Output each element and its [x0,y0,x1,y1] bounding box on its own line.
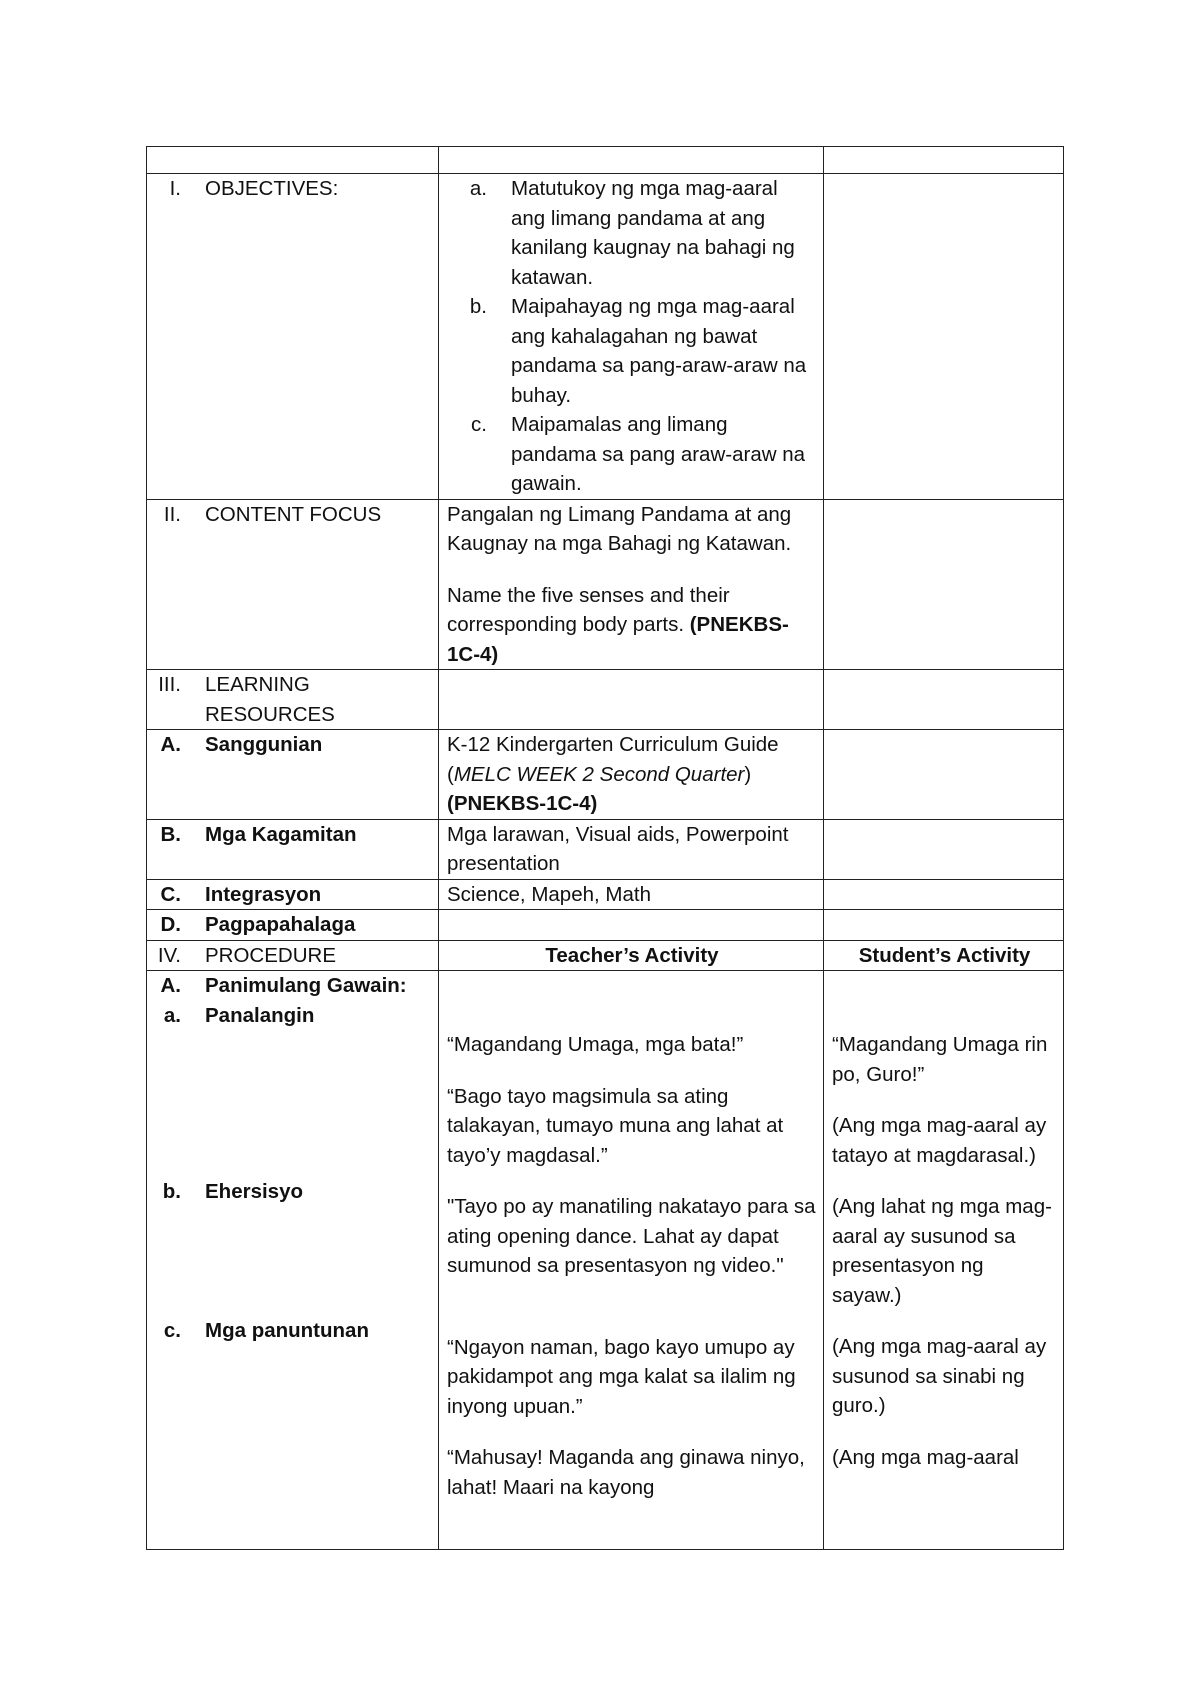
list-item: c. Maipamalas ang limang pandama sa pang araw-araw na gawain. [471,413,806,495]
kagamitan-text: Mga larawan, Visual aids, Powerpoint presentation [447,822,789,875]
student-activity-header: Student’s Activity [824,940,1064,971]
section-number: B. [160,822,181,846]
section-number: A. [160,974,181,997]
kagamitan-label: Mga Kagamitan [205,822,357,846]
procedure-label: PROCEDURE [205,943,336,967]
section-number: D. [160,913,181,936]
learning-resources-label: LEARNING RESOURCES [205,673,335,726]
section-number: I. [169,177,181,200]
integrasyon-text: Science, Mapeh, Math [447,882,651,906]
table-header-row [147,147,1064,174]
section-number: A. [160,733,181,756]
pagpapahalaga-row [147,910,1064,941]
panimula-label: Panimulang Gawain: [205,974,407,997]
sanggunian-row [147,730,1064,820]
teacher-activity-header: Teacher’s Activity [439,940,824,971]
list-item: a. Matutukoy ng mga mag-aaral ang limang pandama at ang kanilang kaugnay na bahagi ng katawan. [469,177,795,289]
section-number: IV. [157,943,181,967]
student-line: (Ang mga mag-aaral ay tatayo at magdarasal.) [832,1114,1047,1167]
lesson-plan-table [146,146,1064,1550]
teacher-line: “Mahusay! Maganda ang ginawa ninyo, lahat! Maari na kayong [447,1446,805,1499]
sanggunian-label: Sanggunian [205,733,323,756]
panalangin-label: Panalangin [205,1003,315,1027]
student-line: (Ang lahat ng mga mag-aaral ay susunod sa presentasyon ng sayaw.) [832,1195,1052,1307]
panimula-row [147,971,1064,1550]
panuntunan-label: Mga panuntunan [205,1318,369,1342]
sub-number: c. [163,1318,181,1342]
objectives-list [447,174,817,499]
student-line: (Ang mga mag-aaral [832,1445,1019,1469]
content-focus-tagalog: Pangalan ng Limang Pandama at ang Kaugnay na mga Bahagi ng Katawan. [447,502,792,555]
learning-resources-row [147,670,1064,730]
procedure-row [147,940,1064,971]
competency-code: (PNEKBS-1C-4) [447,613,789,666]
content-focus-label: CONTENT FOCUS [205,502,382,526]
objectives-row [147,174,1064,500]
list-item: b. Maipahayag ng mga mag-aaral ang kahalagahan ng bawat pandama sa pang-araw-araw na buhay. [469,295,807,407]
teacher-line: "Tayo po ay manatiling nakatayo para sa ating opening dance. Lahat ay dapat sumunod sa presentasyon ng video." [447,1195,816,1277]
integrasyon-row [147,879,1064,910]
sub-number: a. [163,1003,181,1027]
integrasyon-label: Integrasyon [205,882,322,906]
section-number: II. [163,502,181,526]
section-number: III. [158,673,181,696]
competency-code: (PNEKBS-1C-4) [447,792,598,815]
sanggunian-text: K-12 Kindergarten Curriculum Guide [447,733,779,756]
sanggunian-melc: (MELC WEEK 2 Second Quarter) [447,762,752,786]
kagamitan-row [147,819,1064,879]
section-number: C. [160,882,181,906]
sub-number: b. [162,1180,181,1203]
teacher-line: “Bago tayo magsimula sa ating talakayan, tumayo muna ang lahat at tayo’y magdasal.” [447,1084,784,1167]
ehersisyo-label: Ehersisyo [205,1180,303,1203]
content-focus-row [147,499,1064,670]
teacher-line: “Magandang Umaga, mga bata!” [447,1033,744,1056]
student-line: “Magandang Umaga rin po, Guro!” [832,1033,1048,1086]
content-focus-english: Name the five senses and their corresponding body parts. (PNEKBS-1C-4) [447,583,789,666]
student-line: (Ang mga mag-aaral ay susunod sa sinabi ng guro.) [832,1335,1047,1417]
pagpapahalaga-label: Pagpapahalaga [205,913,356,936]
lesson-plan-document [146,146,1064,1550]
teacher-line: “Ngayon naman, bago kayo umupo ay pakidampot ang mga kalat sa ilalim ng inyong upuan.” [447,1335,796,1418]
objectives-label: OBJECTIVES: [205,177,339,200]
